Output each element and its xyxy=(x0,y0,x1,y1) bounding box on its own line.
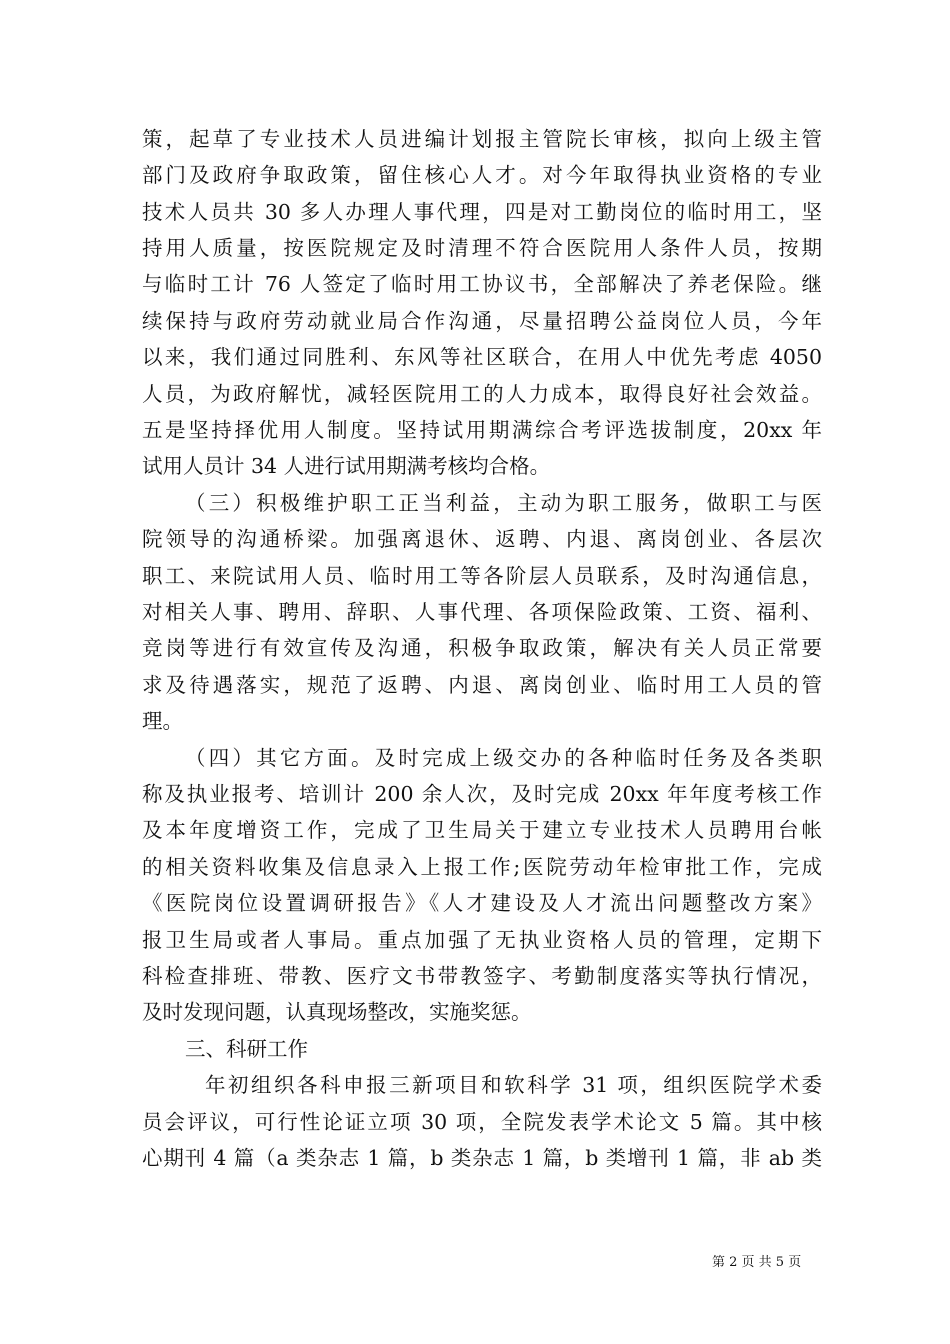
text-line: 及本年度增资工作，完成了卫生局关于建立专业技术人员聘用台帐 xyxy=(142,818,822,842)
text-line: 科检查排班、带教、医疗文书带教签字、考勤制度落实等执行情况， xyxy=(142,964,822,988)
text-line: 以来，我们通过同胜利、东风等社区联合，在用人中优先考虑 4050 xyxy=(142,345,822,369)
text-line: 理。 xyxy=(142,709,183,733)
text-line: 与临时工计 76 人签定了临时用工协议书，全部解决了养老保险。继 xyxy=(142,272,822,296)
text-line: 试用人员计 34 人进行试用期满考核均合格。 xyxy=(142,454,551,478)
text-line: 报卫生局或者人事局。重点加强了无执业资格人员的管理，定期下 xyxy=(142,928,822,952)
text-line: 及时发现问题，认真现场整改，实施奖惩。 xyxy=(142,1000,532,1024)
text-line: 求及待遇落实，规范了返聘、内退、离岗创业、临时用工人员的管 xyxy=(142,673,822,697)
text-line: 策，起草了专业技术人员进编计划报主管院长审核，拟向上级主管 xyxy=(142,127,822,151)
text-line: 职工、来院试用人员、临时用工等各阶层人员联系，及时沟通信息， xyxy=(142,564,822,588)
text-line: 续保持与政府劳动就业局合作沟通，尽量招聘公益岗位人员，今年 xyxy=(142,309,822,333)
text-line: 五是坚持择优用人制度。坚持试用期满综合考评选拔制度，20xx 年 xyxy=(142,418,822,442)
page-number: 第 2 页 共 5 页 xyxy=(712,1255,802,1270)
text-line: 心期刊 4 篇（a 类杂志 1 篇，b 类杂志 1 篇，b 类增刊 1 篇，非 ab 类 xyxy=(142,1146,822,1170)
text-line: 称及执业报考、培训计 200 余人次，及时完成 20xx 年年度考核工作 xyxy=(142,782,822,806)
text-line: 人员，为政府解忧，减轻医院用工的人力成本，取得良好社会效益。 xyxy=(142,382,822,406)
text-line: 对相关人事、聘用、辞职、人事代理、各项保险政策、工资、福利、 xyxy=(142,600,822,624)
text-line: 年初组织各科申报三新项目和软科学 31 项，组织医院学术委 xyxy=(205,1073,822,1097)
text-line: 持用人质量，按医院规定及时清理不符合医院用人条件人员，按期 xyxy=(142,236,822,260)
text-line: 竞岗等进行有效宣传及沟通，积极争取政策，解决有关人员正常要 xyxy=(142,636,822,660)
section-heading: 三、科研工作 xyxy=(185,1037,308,1061)
text-line: 的相关资料收集及信息录入上报工作;医院劳动年检审批工作，完成 xyxy=(142,855,822,879)
text-line: 部门及政府争取政策，留住核心人才。对今年取得执业资格的专业 xyxy=(142,163,822,187)
text-line: 员会评议，可行性论证立项 30 项，全院发表学术论文 5 篇。其中核 xyxy=(142,1110,822,1134)
text-line: （三）积极维护职工正当利益，主动为职工服务，做职工与医 xyxy=(185,491,822,515)
text-line: 院领导的沟通桥梁。加强离退休、返聘、内退、离岗创业、各层次 xyxy=(142,527,822,551)
text-line: 技术人员共 30 多人办理人事代理，四是对工勤岗位的临时用工，坚 xyxy=(142,200,822,224)
text-line: （四）其它方面。及时完成上级交办的各种临时任务及各类职 xyxy=(185,746,822,770)
text-line: 《医院岗位设置调研报告》《人才建设及人才流出问题整改方案》 xyxy=(142,891,822,915)
